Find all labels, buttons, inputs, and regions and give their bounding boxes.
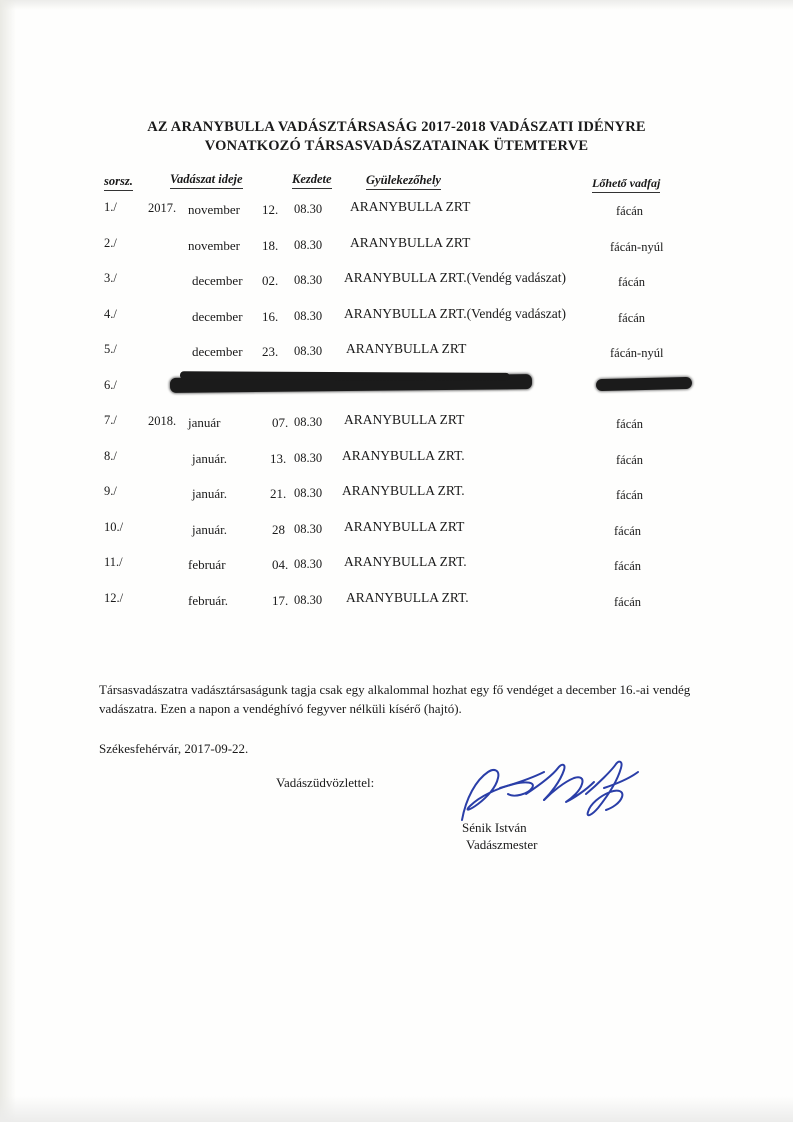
row-day: 17.: [272, 592, 289, 608]
row-month: január.: [192, 521, 228, 537]
table-row: [96, 407, 696, 443]
row-month: november: [188, 202, 240, 217]
row-day: 04.: [272, 557, 289, 572]
row-game: fácán-nyúl: [610, 239, 664, 254]
scan-edge-top: [0, 0, 793, 10]
hunt-schedule-table: [96, 172, 696, 620]
signature-name: Sénik István: [462, 820, 527, 835]
document-title-line-1: AZ ARANYBULLA VADÁSZTÁRSASÁG 2017-2018 VADÁSZATI IDÉNYRE: [147, 119, 646, 135]
row-meeting-point: ARANYBULLA ZRT: [346, 341, 467, 356]
row-start-time: 08.30: [294, 450, 323, 465]
row-start-time: 08.30: [294, 344, 323, 358]
row-month: január.: [192, 486, 228, 501]
place-and-date: Székesfehérvár, 2017-09-22.: [99, 741, 249, 756]
table-row: [96, 549, 696, 585]
row-start-time: 08.30: [294, 202, 323, 216]
row-start-time: 08.30: [294, 557, 323, 571]
table-row-redacted: [96, 372, 696, 408]
row-game: fácán: [614, 594, 642, 609]
row-number: 5./: [104, 342, 117, 356]
row-start-time: 08.30: [294, 415, 323, 429]
table-row: [96, 443, 696, 479]
scan-edge-left: [0, 0, 16, 1122]
footer-note: Társasvadászatra vadásztársaságunk tagja csak egy alkalommal hozhat egy fő vendéget a december 16.-ai vendég vadászatra. Ezen a napon a vendéghívó fegyver nélküli kísérő (hajtó).: [99, 682, 691, 716]
row-day: 13.: [270, 450, 287, 466]
table-row: [96, 265, 696, 301]
row-game: fácán-nyúl: [610, 346, 664, 360]
row-game: fácán: [616, 452, 644, 467]
row-game: fácán: [618, 310, 646, 325]
row-number: 9./: [104, 484, 117, 498]
row-game: fácán: [616, 204, 644, 218]
table-row: [96, 514, 696, 550]
row-month: december: [192, 344, 243, 359]
row-month: február.: [188, 592, 229, 608]
table-row: [96, 194, 696, 230]
document-title-line-2: VONATKOZÓ TÁRSASVADÁSZATAINAK ÜTEMTERVE: [204, 138, 589, 154]
row-game: fácán: [616, 488, 644, 502]
row-number: 10./: [104, 519, 124, 534]
row-day: 21.: [270, 486, 287, 501]
row-meeting-point: ARANYBULLA ZRT.(Vendég vadászat): [344, 270, 567, 285]
row-start-time: 08.30: [294, 521, 323, 536]
row-game: fácán: [616, 417, 644, 431]
row-game: fácán: [618, 275, 646, 289]
row-meeting-point: ARANYBULLA ZRT.: [346, 589, 469, 605]
row-meeting-point: ARANYBULLA ZRT: [344, 412, 465, 427]
row-number: 1./: [104, 200, 117, 214]
row-year: 2018.: [148, 414, 177, 428]
row-day: 16.: [262, 308, 279, 324]
row-day: 18.: [262, 237, 279, 253]
row-meeting-point: ARANYBULLA ZRT: [350, 199, 471, 214]
row-number: 2./: [104, 235, 117, 250]
row-start-time: 08.30: [294, 486, 323, 500]
row-month: január.: [192, 450, 228, 466]
signature-block: [440, 758, 680, 858]
column-header-start: Kezdete: [292, 172, 332, 189]
row-start-time: 08.30: [294, 237, 323, 252]
row-day: 23.: [262, 344, 279, 359]
table-row: [96, 478, 696, 514]
table-row: [96, 585, 696, 621]
table-row: [96, 336, 696, 372]
row-start-time: 08.30: [294, 308, 323, 323]
row-meeting-point: ARANYBULLA ZRT.: [342, 447, 465, 463]
row-month: december: [192, 273, 243, 288]
column-header-meeting-point: Gyülekezőhely: [366, 173, 441, 190]
row-month: január: [188, 415, 221, 430]
row-start-time: 08.30: [294, 273, 323, 287]
row-number: 3./: [104, 271, 117, 285]
column-header-game: Lőhető vadfaj: [592, 176, 660, 193]
row-number: 6./: [104, 377, 117, 392]
closing-greeting: Vadászüdvözlettel:: [276, 775, 375, 790]
handwritten-signature-icon: [440, 758, 680, 828]
row-meeting-point: ARANYBULLA ZRT.(Vendég vadászat): [344, 305, 567, 321]
row-year: 2017.: [148, 201, 177, 215]
table-header-row: [96, 172, 696, 194]
row-number: 12./: [104, 590, 124, 605]
row-game: fácán: [614, 523, 642, 538]
row-number: 7./: [104, 413, 117, 427]
row-meeting-point: ARANYBULLA ZRT.: [344, 554, 467, 569]
document-title: [0, 118, 793, 156]
row-number: 4./: [104, 306, 117, 321]
row-month: február: [188, 557, 226, 572]
row-day: 28: [272, 521, 285, 537]
row-meeting-point: ARANYBULLA ZRT: [344, 518, 465, 534]
signature-role: Vadászmester: [466, 837, 538, 852]
scan-edge-bottom: [0, 1096, 793, 1122]
row-start-time: 08.30: [294, 592, 323, 607]
row-meeting-point: ARANYBULLA ZRT: [350, 234, 471, 250]
redaction-mark-game: [596, 376, 692, 390]
column-header-date: Vadászat ideje: [170, 172, 243, 189]
row-meeting-point: ARANYBULLA ZRT.: [342, 483, 465, 498]
row-day: 02.: [262, 273, 279, 288]
table-row: [96, 230, 696, 266]
row-month: december: [192, 308, 243, 324]
table-row: [96, 301, 696, 337]
row-day: 12.: [262, 202, 279, 217]
row-month: november: [188, 237, 240, 253]
column-header-sorsz: sorsz.: [104, 174, 133, 191]
redaction-mark-row: [170, 374, 532, 393]
row-number: 11./: [104, 555, 123, 569]
row-day: 07.: [272, 415, 289, 430]
row-game: fácán: [614, 559, 642, 573]
row-number: 8./: [104, 448, 117, 463]
